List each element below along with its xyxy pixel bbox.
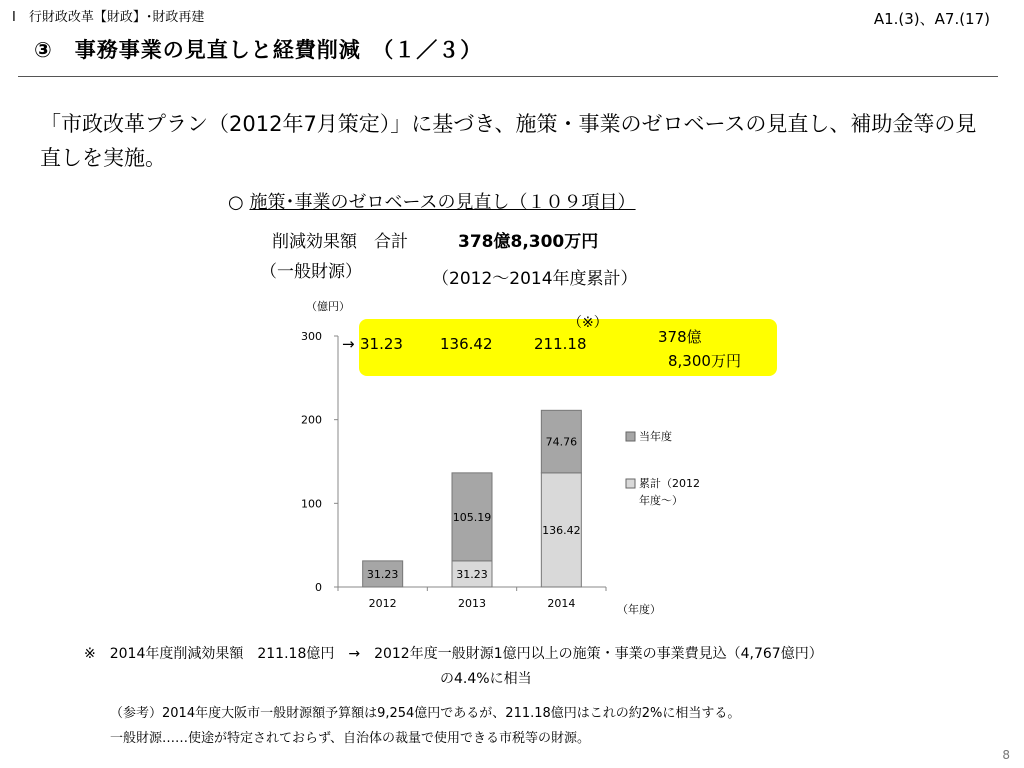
legend-label: 年度～） [639, 494, 683, 507]
callout-arrow: → [342, 335, 355, 353]
circle-bullet-icon: ○ [228, 192, 244, 213]
y-tick-label: 200 [301, 413, 322, 427]
savings-bar-chart [280, 295, 800, 630]
bar-data-label: 31.23 [456, 567, 488, 581]
x-tick-label: 2013 [458, 597, 486, 610]
bar-data-label: 74.76 [545, 435, 578, 449]
y-tick-label: 100 [301, 497, 322, 511]
bar-data-label: 136.42 [542, 523, 581, 537]
callout-value-2014: 211.18 [534, 335, 587, 353]
callout-total-line1: 378億 [658, 328, 702, 346]
callout-note-mark: （※） [568, 315, 608, 331]
subheading [228, 188, 636, 214]
effect-label: 削減効果額 合計 [272, 232, 408, 252]
legend-swatch [626, 432, 635, 441]
x-tick-label: 2014 [547, 597, 576, 610]
x-tick-label: 2012 [368, 597, 397, 610]
x-unit-label: （年度） [617, 603, 661, 616]
bar-data-label: 105.19 [452, 510, 492, 524]
reference-code: A1.(3)、A7.(17) [873, 10, 990, 28]
y-tick-label: 0 [315, 581, 322, 594]
callout-value-2012: 31.23 [360, 335, 403, 353]
legend-swatch [626, 479, 635, 488]
callout-value-2013: 136.42 [440, 335, 493, 353]
bar-data-label: 31.23 [366, 567, 399, 581]
period-label: （2012～2014年度累計） [432, 269, 638, 289]
callout-total-line2: 8,300万円 [668, 352, 741, 370]
definition-note: 一般財源……使途が特定されておらず、自治体の裁量で使用できる市税等の財源。 [110, 731, 590, 746]
general-revenue-label: （一般財源） [260, 262, 362, 282]
footnote-1: ※ 2014年度削減効果額 211.18億円 → 2012年度一般財源1億円以上の施策・事業の事業費見込（4,767億円） [84, 646, 823, 662]
y-unit-label: （億円） [306, 300, 350, 313]
reference-note: （参考）2014年度大阪市一般財源額予算額は9,254億円であるが、211.18億円はこれの約2%に相当する。 [110, 706, 741, 721]
legend-label: 当年度 [639, 430, 672, 443]
y-tick-label: 300 [301, 330, 322, 343]
page-title: ③ 事務事業の見直しと経費削減 （１／３） [34, 38, 483, 62]
subheading-text: 施策･事業のゼロベースの見直し（１０９項目） [249, 192, 636, 213]
effect-total: 378億8,300万円 [458, 232, 599, 252]
page-number: 8 [1002, 748, 1010, 762]
footnote-1-cont: の4.4%に相当 [440, 671, 532, 687]
legend-label: 累計（2012 [639, 477, 700, 490]
section-label: Ⅰ 行財政改革【財政】･財政再建 [12, 10, 205, 25]
intro-text: 「市政改革プラン（2012年7月策定）」に基づき、施策・事業のゼロベースの見直し、補助金等の見直しを実施。 [40, 112, 977, 170]
title-divider [18, 76, 998, 77]
